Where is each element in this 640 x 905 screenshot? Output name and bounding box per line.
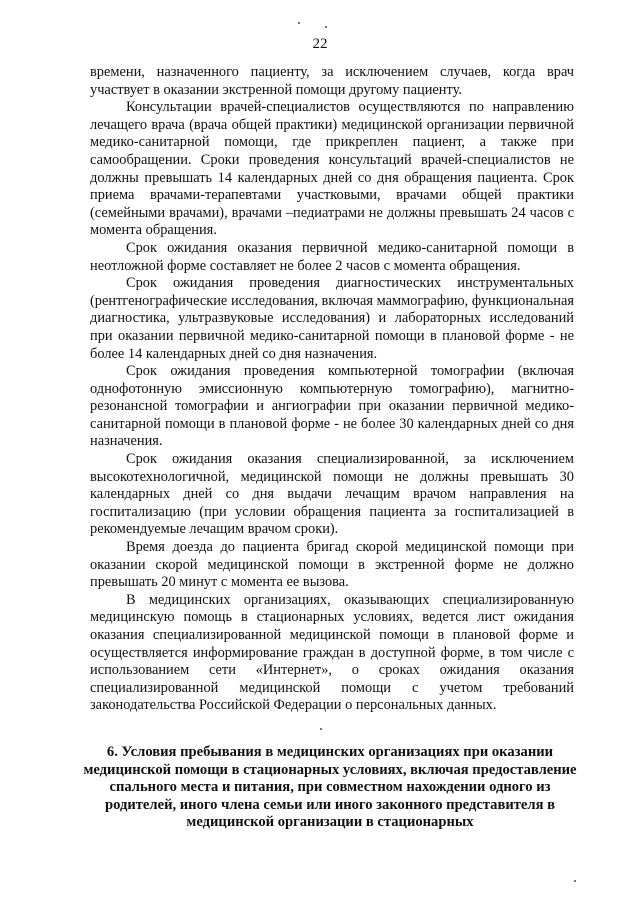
scan-speck bbox=[574, 880, 576, 882]
paragraph: времени, назначенного пациенту, за исключением случаев, когда врач участвует в оказании экстренной помощи другому пациенту. bbox=[90, 64, 574, 98]
paragraph: Консультации врачей-специалистов осуществляются по направлению лечащего врача (врача общей практики) медицинской организации первичной медико-санитарной помощи, где прикреплен пациент, а также при самообращении. Сроки проведения консультаций врачей-специалистов не должны превышать 14 календарных дней со дня обращения пациента. Срок приема врачами-терапевтами участковыми, врачами общей практики (семейными врачами), врачами –педиатрами не должны превышать 24 часов с момента обращения. bbox=[90, 99, 574, 239]
body-text bbox=[90, 64, 574, 715]
paragraph: В медицинских организациях, оказывающих специализированную медицинскую помощь в стационарных условиях, ведется лист ожидания оказания специализированной медицинской помощи в плановой форме и осуществляется информирование граждан в доступной форме, в том числе с использованием сети «Интернет», о сроках ожидания оказания специализированной медицинской помощи с учетом требований законодательства Российской Федерации о персональных данных. bbox=[90, 591, 574, 714]
paragraph: Срок ожидания оказания первичной медико-санитарной помощи в неотложной форме составляет не более 2 часов с момента обращения. bbox=[90, 239, 574, 274]
section-heading: 6. Условия пребывания в медицинских организациях при оказании медицинской помощи в стационарных условиях, включая предоставление спального места и питания, при совместном нахождении одного из родителей, иного члена семьи или иного законного представителя в медицинской организации в стационарных bbox=[83, 744, 577, 831]
scan-speck bbox=[325, 26, 327, 28]
paragraph: Время доезда до пациента бригад скорой медицинской помощи при оказании скорой медицинской помощи в экстренной форме не должно превышать 20 минут с момента ее вызова. bbox=[90, 539, 574, 591]
paragraph: Срок ожидания проведения диагностических инструментальных (рентгенографические исследования, включая маммографию, функциональная диагностика, ультразвуковые исследования) и лабораторных исследований при оказании первичной медико-санитарной помощи в плановой форме - не более 14 календарных дней со дня назначения. bbox=[90, 275, 574, 362]
paragraph: Срок ожидания проведения компьютерной томографии (включая однофотонную эмиссионную компьютерную томографию), магнитно-резонансной томографии и ангиографии при оказании первичной медико-санитарной помощи в плановой форме - не более 30 календарных дней со дня назначения. bbox=[90, 363, 574, 450]
page-number: 22 bbox=[312, 36, 328, 52]
scan-speck bbox=[298, 22, 300, 24]
paragraph: Срок ожидания оказания специализированной, за исключением высокотехнологичной, медицинской помощи не должны превышать 30 календарных дней со дня выдачи лечащим врачом направления на госпитализацию (при условии обращения пациента за госпитализацией в рекомендуемые лечащим врачом сроки). bbox=[90, 451, 574, 538]
scan-speck bbox=[320, 728, 322, 730]
